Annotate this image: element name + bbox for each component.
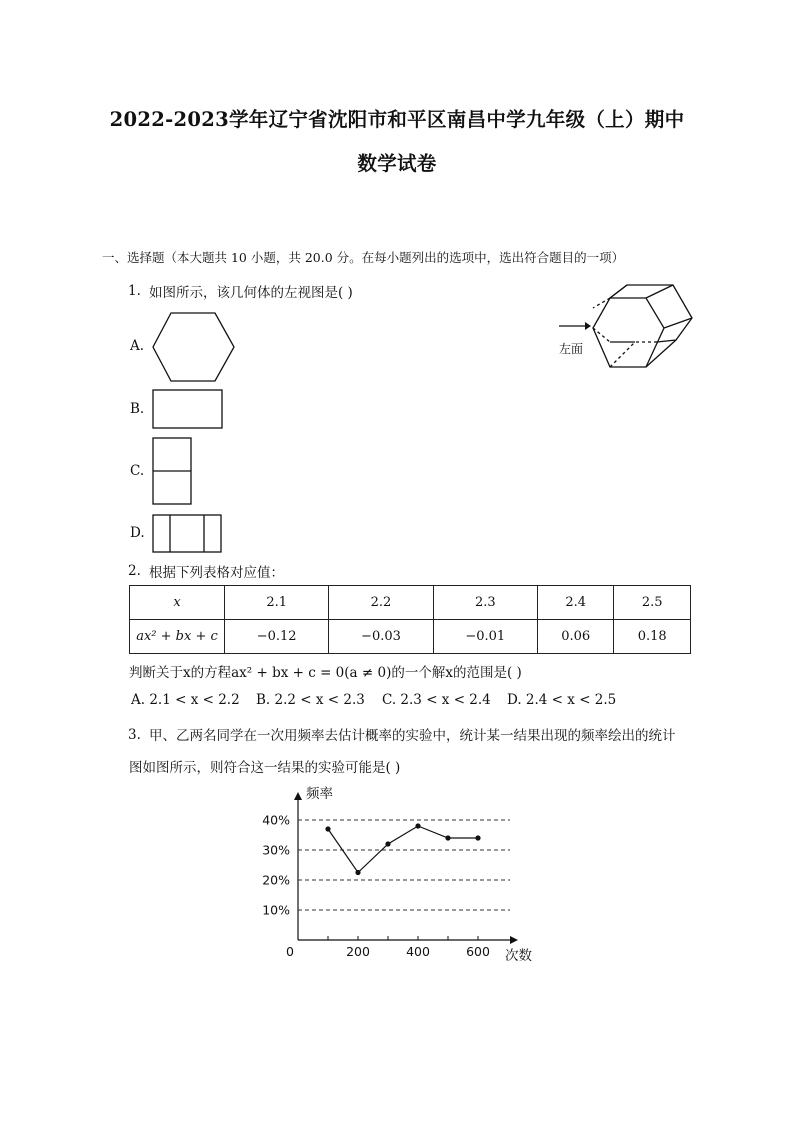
- data-point: [385, 841, 390, 846]
- table-cell: 0.18: [614, 620, 691, 654]
- table-header-x: x: [130, 586, 225, 620]
- q1-stem: 如图所示，该几何体的左视图是( ): [149, 285, 353, 301]
- y-tick-label: 40%: [262, 812, 290, 828]
- x-tick-label: 200: [346, 944, 370, 959]
- table-cell: 0.06: [537, 620, 614, 654]
- q1-option-b-label[interactable]: B.: [130, 401, 145, 417]
- q1-number: 1.: [128, 283, 141, 299]
- table-cell: 2.4: [537, 586, 614, 620]
- q2-option-a[interactable]: A. 2.1 < x < 2.2: [131, 692, 240, 708]
- y-axis-arrow-icon: [294, 792, 302, 800]
- origin-label: 0: [286, 944, 294, 959]
- page-title: 2022-2023学年辽宁省沈阳市和平区南昌中学九年级（上）期中: [109, 108, 685, 131]
- y-tick-label: 30%: [262, 842, 290, 858]
- table-cell: 2.1: [225, 586, 329, 620]
- section-heading: 一、选择题（本大题共 10 小题，共 20.0 分。在每小题列出的选项中，选出符合题目的一项）: [102, 250, 625, 265]
- table-cell: −0.12: [225, 620, 329, 654]
- data-point: [325, 826, 330, 831]
- q3-number: 3.: [128, 727, 141, 743]
- q3-stem-line1: 甲、乙两名同学在一次用频率去估计概率的实验中，统计某一结果出现的频率绘出的统计: [149, 728, 676, 744]
- table-cell: −0.03: [329, 620, 433, 654]
- data-point: [415, 823, 420, 828]
- table-cell: 2.5: [614, 586, 691, 620]
- table-cell: 2.3: [433, 586, 537, 620]
- y-tick-label: 10%: [262, 902, 290, 918]
- page-subtitle: 数学试卷: [357, 152, 437, 175]
- y-axis-label: 频率: [306, 786, 333, 802]
- x-tick-label: 400: [406, 944, 430, 959]
- q2-number: 2.: [128, 563, 141, 579]
- q1-figure-label: 左面: [559, 342, 584, 356]
- table-cell: 2.2: [329, 586, 433, 620]
- table-header-expression: ax² + bx + c: [130, 620, 225, 654]
- x-tick-label: 600: [466, 944, 490, 959]
- q2-option-b[interactable]: B. 2.2 < x < 2.3: [256, 692, 365, 708]
- series-line: [328, 826, 478, 873]
- q2-question: 判断关于x的方程ax² + bx + c = 0(a ≠ 0)的一个解x的范围是( ): [129, 665, 522, 681]
- q2-option-d[interactable]: D. 2.4 < x < 2.5: [507, 692, 617, 708]
- x-axis-label: 次数: [505, 948, 532, 964]
- data-point: [355, 870, 360, 875]
- q2-stem: 根据下列表格对应值：: [149, 565, 284, 581]
- x-axis-arrow-icon: [510, 936, 518, 944]
- q1-option-a-label[interactable]: A.: [130, 338, 145, 354]
- q3-stem-line2: 图如图所示，则符合这一结果的实验可能是( ): [129, 760, 401, 776]
- table-cell: −0.01: [433, 620, 537, 654]
- q2-option-c[interactable]: C. 2.3 < x < 2.4: [382, 692, 491, 708]
- data-point: [445, 835, 450, 840]
- data-point: [475, 835, 480, 840]
- q1-option-d-label[interactable]: D.: [130, 525, 145, 541]
- q1-option-c-label[interactable]: C.: [130, 463, 145, 479]
- y-tick-label: 20%: [262, 872, 290, 888]
